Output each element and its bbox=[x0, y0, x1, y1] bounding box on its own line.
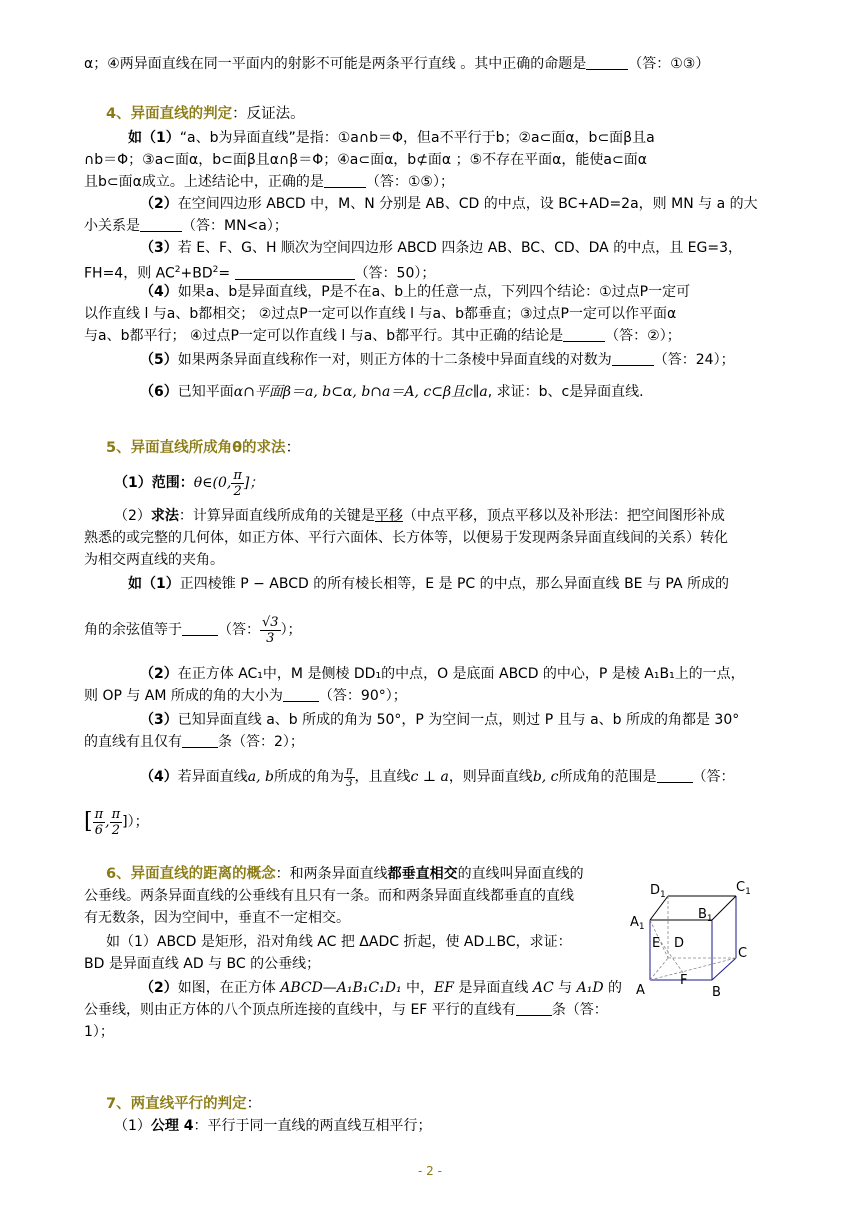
text-line: 1）； bbox=[84, 1024, 114, 1040]
answer-blank bbox=[657, 768, 693, 783]
section-heading-4: 4、异面直线的判定：反证法。 bbox=[106, 106, 305, 122]
text-line: （6）已知平面α∩平面β＝a, b⊂α, b∩a＝A, c⊂β且c∥a, 求证：b、c是异面直线. bbox=[140, 384, 644, 400]
section-heading-5: 5、异面直线所成角θ的求法： bbox=[106, 440, 301, 456]
text-line: 公垂线。两条异面直线的公垂线有且只有一条。而和两条异面直线都垂直的直线 bbox=[84, 888, 574, 904]
answer-blank bbox=[283, 687, 319, 702]
label-a: A bbox=[636, 983, 645, 998]
fraction: $\frac{\pi}{2}$ bbox=[111, 806, 121, 838]
answer-text: （答：①③） bbox=[628, 56, 710, 72]
text-line: 角的余弦值等于 （答： $\frac{√3}{3}$ ）； bbox=[84, 614, 302, 646]
text-line: 为相交两直线的夹角。 bbox=[84, 552, 224, 568]
text-line: [ $\frac{\pi}{6}$ , $\frac{\pi}{2}$ ]）； bbox=[84, 806, 149, 838]
text-line: （4）若异面直线a, b所成的角为 $\frac{\pi}{3}$ ，且直线c ⊥ a，则异面直线b, c所成角的范围是 （答： bbox=[140, 765, 735, 789]
label-d1: $D_1$ bbox=[650, 883, 666, 900]
text-line: 以作直线 l 与a、b都相交； ②过点P一定可以作直线 l 与a、b都垂直；③过点P一定可以作平面α bbox=[84, 306, 677, 322]
answer-blank bbox=[563, 327, 605, 342]
math-expression: α∩平面β＝a, b⊂α, b∩a＝A, c⊂β且c∥a bbox=[233, 384, 488, 400]
label-b: B bbox=[712, 985, 721, 1000]
text-line: （1）范围：θ∈(0, $\frac{\pi}{2}$ ]； bbox=[114, 467, 264, 499]
text-line: 小关系是 （答：MN<a）； bbox=[84, 218, 288, 234]
section-heading-6: 6、异面直线的距离的概念 bbox=[106, 866, 276, 882]
text-line: （3）若 E、F、G、H 顺次为空间四边形 ABCD 四条边 AB、BC、CD、DA 的中点，且 EG=3， bbox=[140, 240, 742, 256]
text-line: BD 是异面直线 AD 与 BC 的公垂线； bbox=[84, 956, 321, 972]
text-line: （2）在空间四边形 ABCD 中，M、N 分别是 AB、CD 的中点，设 BC+AD=2a，则 MN 与 a 的大 bbox=[140, 196, 758, 212]
statement-text: α；④两异面直线在同一平面内的射影不可能是两条平行直线 。其中正确的命题是 bbox=[84, 56, 587, 72]
answer-blank bbox=[586, 55, 628, 70]
answer-blank bbox=[612, 351, 654, 366]
label-e: E bbox=[652, 936, 661, 951]
text-line: （5）如果两条异面直线称作一对，则正方体的十二条棱中异面直线的对数为 （答：24）； bbox=[140, 352, 735, 368]
text-line: 与a、b都平行； ④过点P一定可以作直线 l 与a、b都平行。其中正确的结论是 （答：②）； bbox=[84, 328, 681, 344]
text-line: （4）如果a、b是异面直线，P是不在a、b上的任意一点，下列四个结论：①过点P一定可 bbox=[140, 284, 691, 300]
text-line: 6、异面直线的距离的概念：和两条异面直线都垂直相交的直线叫异面直线的 bbox=[106, 866, 584, 882]
text-line: （2）在正方体 AC₁中，M 是侧棱 DD₁的中点，O 是底面 ABCD 的中心，P 是棱 A₁B₁上的一点， bbox=[140, 666, 745, 682]
text-line: 熟悉的或完整的几何体，如正方体、平行六面体、长方体等，以便易于发现两条异面直线间的关系）转化 bbox=[84, 530, 728, 546]
label-f: F bbox=[680, 973, 688, 988]
section-heading-7: 7、两直线平行的判定： bbox=[106, 1096, 262, 1112]
answer-blank bbox=[516, 1001, 552, 1016]
text-line bbox=[84, 54, 709, 74]
cube-edge bbox=[712, 896, 736, 920]
answer-blank bbox=[235, 265, 355, 280]
text-line: 公垂线，则由正方体的八个顶点所连接的直线中，与 EF 平行的直线有 条（答： bbox=[84, 1002, 608, 1018]
fraction: $\frac{\pi}{6}$ bbox=[94, 806, 104, 838]
text-line: （1）公理 4：平行于同一直线的两直线互相平行； bbox=[114, 1118, 432, 1134]
cube-figure bbox=[628, 876, 758, 1000]
text-line: 如（1）正四棱锥 P − ABCD 的所有棱长相等，E 是 PC 的中点，那么异面直线 BE 与 PA 所成的 bbox=[128, 576, 730, 592]
text-line: FH=4，则 $AC^2+BD^2=$ （答：50）； bbox=[84, 265, 436, 282]
text-line: 有无数条，因为空间中，垂直不一定相交。 bbox=[84, 910, 350, 926]
label-b1: $B_1$ bbox=[698, 907, 713, 924]
label-c1: $C_1$ bbox=[736, 880, 751, 897]
label-a1: $A_1$ bbox=[630, 915, 645, 932]
fraction: $\frac{\pi}{2}$ bbox=[233, 467, 242, 499]
answer-blank bbox=[324, 173, 366, 188]
text-line: （2）如图，在正方体 ABCD—A₁B₁C₁D₁ 中，EF 是异面直线 AC 与 A₁D 的 bbox=[140, 980, 623, 996]
text-line: 如（1）“a、b为异面直线”是指：①a∩b＝Φ，但a不平行于b；②a⊂面α，b⊂面β且a bbox=[128, 130, 655, 146]
fraction: $\frac{\pi}{3}$ bbox=[345, 765, 353, 789]
page-number: - 2 - bbox=[418, 1164, 442, 1178]
text-line: 则 OP 与 AM 所成的角的大小为 （答：90°）； bbox=[84, 688, 407, 704]
answer-blank bbox=[182, 621, 218, 636]
text-line: ∩b＝Φ；③a⊂面α，b⊂面β且α∩β＝Φ；④a⊂面α，b⊄面α ；⑤不存在平面α，能使a⊂面α bbox=[84, 152, 647, 168]
text-line: （3）已知异面直线 a、b 所成的角为 50°，P 为空间一点，则过 P 且与 a、b 所成的角都是 30° bbox=[140, 712, 740, 728]
text-line: （2）求法：计算异面直线所成角的关键是平移（中点平移，顶点平移以及补形法：把空间图形补成 bbox=[114, 508, 725, 524]
text-line: 如（1）ABCD 是矩形，沿对角线 AC 把 ΔADC 折起，使 AD⊥BC，求证： bbox=[106, 934, 572, 950]
label-d: D bbox=[674, 936, 685, 951]
label-c: C bbox=[738, 946, 748, 961]
hidden-edge bbox=[650, 958, 668, 980]
diagonal-ac bbox=[650, 958, 736, 980]
text-line: 的直线有且仅有 条（答：2）； bbox=[84, 734, 304, 750]
fraction: $\frac{√3}{3}$ bbox=[262, 614, 279, 646]
answer-blank bbox=[140, 217, 182, 232]
text-line: 且b⊂面α成立。上述结论中，正确的是 （答：①⑤）； bbox=[84, 174, 454, 190]
answer-blank bbox=[182, 733, 218, 748]
